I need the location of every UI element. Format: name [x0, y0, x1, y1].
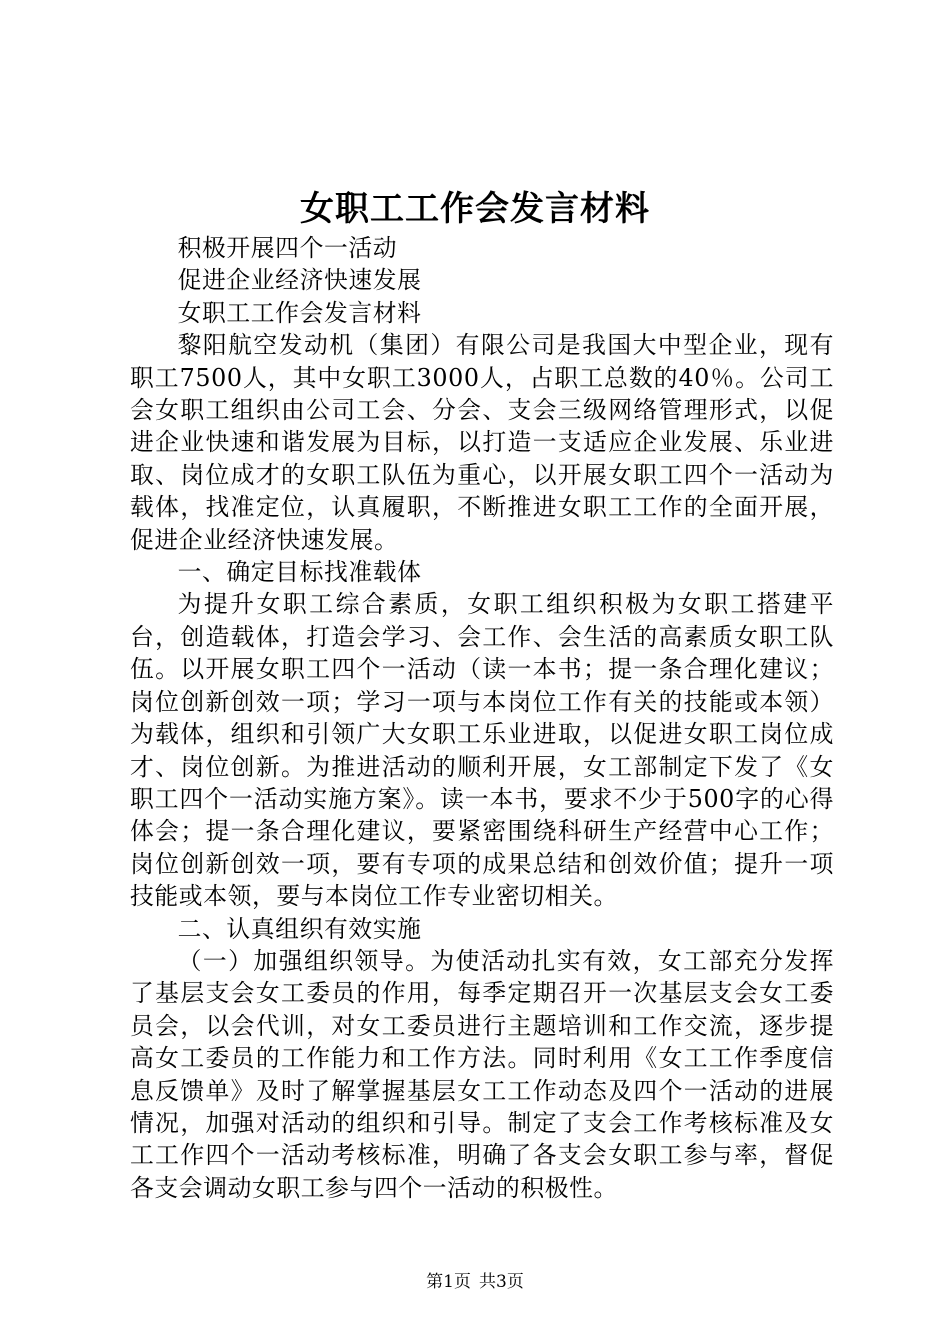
document-body	[130, 232, 834, 1204]
paragraph-section-1: 为提升女职工综合素质，女职工组织积极为女职工搭建平台，创造载体，打造会学习、会工作、会生活的高素质女职工队伍。以开展女职工四个一活动（读一本书；提一条合理化建议；岗位创新创效一项；学习一项与本岗位工作有关的技能或本领）为载体，组织和引领广大女职工乐业进取，以促进女职工岗位成才、岗位创新。为推进活动的顺利开展，女工部制定下发了《女职工四个一活动实施方案》。读一本书，要求不少于500字的心得体会；提一条合理化建议，要紧密围绕科研生产经营中心工作；岗位创新创效一项，要有专项的成果总结和创效价值；提升一项技能或本领，要与本岗位工作专业密切相关。	[130, 590, 834, 911]
page-footer	[0, 1270, 950, 1294]
section-heading-2: 二、认真组织有效实施	[177, 914, 422, 943]
paragraph-intro: 黎阳航空发动机（集团）有限公司是我国大中型企业，现有职工7500人，其中女职工3000人，占职工总数的40％。公司工会女职工组织由公司工会、分会、支会三级网络管理形式，以促进企业快速和谐发展为目标，以打造一支适应企业发展、乐业进取、岗位成才的女职工队伍为重心，以开展女职工四个一活动为载体，找准定位，认真履职，不断推进女职工工作的全面开展，促进企业经济快速发展。	[130, 331, 834, 554]
paragraph-section-2-1: （一）加强组织领导。为使活动扎实有效，女工部充分发挥了基层支会女工委员的作用，每季定期召开一次基层支会女工委员会，以会代训，对女工委员进行主题培训和工作交流，逐步提高女工委员的工作能力和工作方法。同时利用《女工工作季度信息反馈单》及时了解掌握基层女工工作动态及四个一活动的进展情况，加强对活动的组织和引导。制定了支会工作考核标准及女工工作四个一活动考核标准，明确了各支会女职工参与率，督促各支会调动女职工参与四个一活动的积极性。	[130, 946, 834, 1202]
page-total: 共3页	[479, 1272, 524, 1292]
document-title: 女职工工作会发言材料	[300, 189, 650, 229]
paragraph-heading-3: 女职工工作会发言材料	[177, 298, 422, 327]
paragraph-heading-1: 积极开展四个一活动	[177, 234, 398, 262]
paragraph-heading-2: 促进企业经济快速发展	[177, 266, 422, 295]
section-heading-1: 一、确定目标找准载体	[177, 558, 422, 587]
page-number: 第1页	[426, 1272, 471, 1292]
